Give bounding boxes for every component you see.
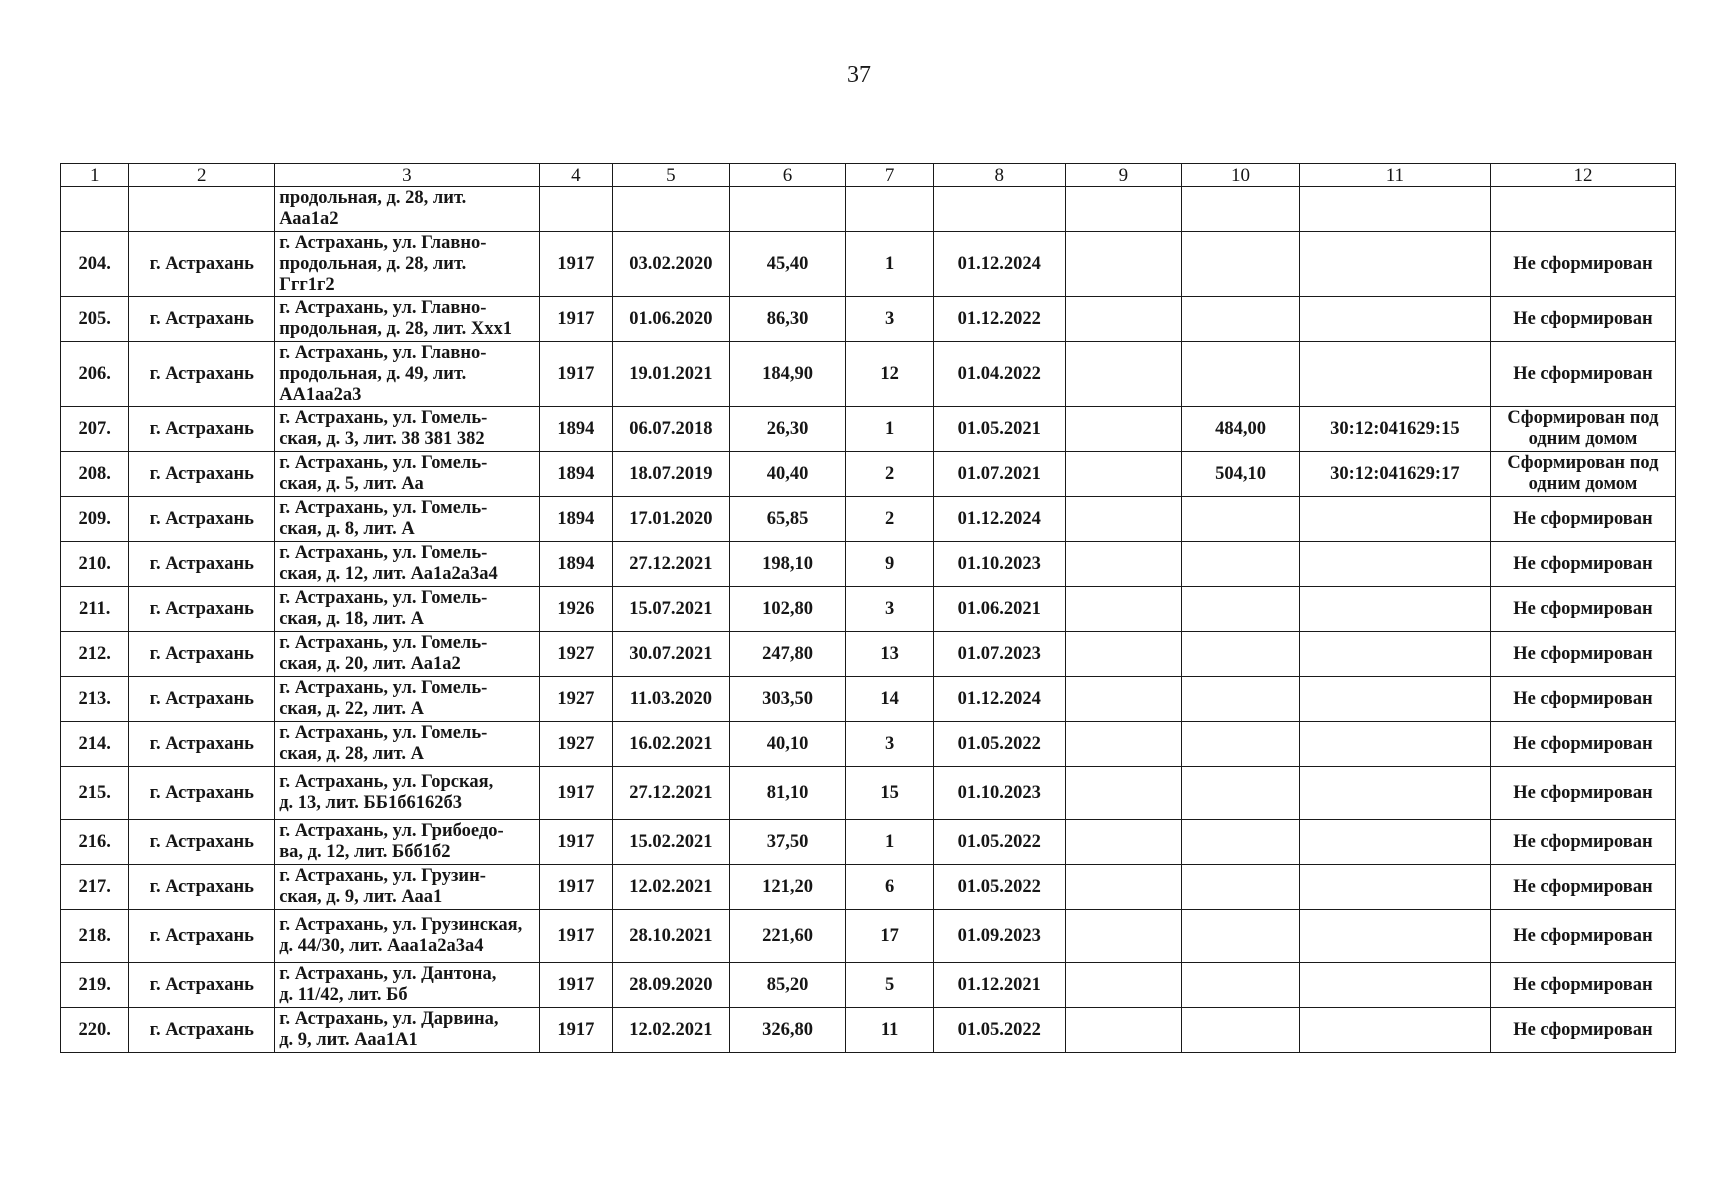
land-area-cell bbox=[1182, 297, 1300, 342]
address-line: г. Астрахань, ул. Гомель- bbox=[279, 543, 488, 563]
area-cell: 65,85 bbox=[729, 497, 846, 542]
area-cell: 86,30 bbox=[729, 297, 846, 342]
area-cell: 37,50 bbox=[729, 820, 846, 865]
resettlement-date-cell: 01.10.2023 bbox=[933, 767, 1065, 820]
cadastral-number-cell bbox=[1299, 187, 1490, 232]
column-9-cell bbox=[1065, 587, 1182, 632]
cadastral-number-cell bbox=[1299, 820, 1490, 865]
build-year-cell: 1917 bbox=[539, 767, 612, 820]
address-line: Ггг1г2 bbox=[279, 274, 335, 295]
resettlement-date-cell: 01.05.2022 bbox=[933, 820, 1065, 865]
resettlement-date-cell: 01.09.2023 bbox=[933, 910, 1065, 963]
area-cell: 221,60 bbox=[729, 910, 846, 963]
area-cell: 102,80 bbox=[729, 587, 846, 632]
recognition-date-cell: 28.09.2020 bbox=[613, 963, 730, 1008]
row-number-cell: 218. bbox=[61, 910, 129, 963]
address-cell bbox=[275, 963, 539, 1008]
table-row bbox=[61, 232, 1676, 297]
column-header: 6 bbox=[729, 164, 846, 187]
area-cell: 40,10 bbox=[729, 722, 846, 767]
build-year-cell: 1917 bbox=[539, 232, 612, 297]
build-year-cell: 1917 bbox=[539, 1008, 612, 1053]
address-line: д. 13, лит. ББ1б6162б3 bbox=[279, 793, 462, 813]
cadastral-number-cell bbox=[1299, 497, 1490, 542]
recognition-date-cell bbox=[613, 187, 730, 232]
land-status-cell: Не сформирован bbox=[1490, 342, 1675, 407]
address-cell bbox=[275, 820, 539, 865]
build-year-cell: 1927 bbox=[539, 632, 612, 677]
housing-registry-table bbox=[60, 163, 1676, 1053]
recognition-date-cell: 17.01.2020 bbox=[613, 497, 730, 542]
address-line: г. Астрахань, ул. Гомель- bbox=[279, 498, 488, 518]
area-cell: 45,40 bbox=[729, 232, 846, 297]
land-area-cell bbox=[1182, 677, 1300, 722]
land-status-cell: Не сформирован bbox=[1490, 910, 1675, 963]
cadastral-number-cell bbox=[1299, 910, 1490, 963]
column-header: 7 bbox=[846, 164, 933, 187]
land-area-cell bbox=[1182, 342, 1300, 407]
residents-count-cell: 1 bbox=[846, 820, 933, 865]
address-line: Ааа1а2 bbox=[279, 209, 339, 229]
build-year-cell: 1894 bbox=[539, 407, 612, 452]
residents-count-cell: 1 bbox=[846, 232, 933, 297]
cadastral-number-cell bbox=[1299, 865, 1490, 910]
city-cell: г. Астрахань bbox=[129, 297, 275, 342]
row-number-cell: 220. bbox=[61, 1008, 129, 1053]
land-status-cell: Не сформирован bbox=[1490, 767, 1675, 820]
column-header: 3 bbox=[275, 164, 539, 187]
land-status-cell: Не сформирован bbox=[1490, 820, 1675, 865]
city-cell: г. Астрахань bbox=[129, 677, 275, 722]
table-row bbox=[61, 767, 1676, 820]
resettlement-date-cell: 01.05.2022 bbox=[933, 1008, 1065, 1053]
address-line: г. Астрахань, ул. Дарвина, bbox=[279, 1009, 499, 1029]
build-year-cell: 1927 bbox=[539, 722, 612, 767]
city-cell: г. Астрахань bbox=[129, 497, 275, 542]
cadastral-number-cell bbox=[1299, 677, 1490, 722]
recognition-date-cell: 27.12.2021 bbox=[613, 542, 730, 587]
land-area-cell bbox=[1182, 910, 1300, 963]
resettlement-date-cell: 01.12.2022 bbox=[933, 297, 1065, 342]
land-area-cell bbox=[1182, 497, 1300, 542]
table-row bbox=[61, 497, 1676, 542]
land-area-cell bbox=[1182, 587, 1300, 632]
residents-count-cell: 3 bbox=[846, 722, 933, 767]
table-row bbox=[61, 865, 1676, 910]
row-number-cell: 211. bbox=[61, 587, 129, 632]
resettlement-date-cell: 01.07.2021 bbox=[933, 452, 1065, 497]
column-9-cell bbox=[1065, 677, 1182, 722]
table-row bbox=[61, 963, 1676, 1008]
land-status-cell: Не сформирован bbox=[1490, 722, 1675, 767]
land-status-cell: Не сформирован bbox=[1490, 542, 1675, 587]
column-header: 5 bbox=[613, 164, 730, 187]
resettlement-date-cell: 01.12.2024 bbox=[933, 497, 1065, 542]
recognition-date-cell: 19.01.2021 bbox=[613, 342, 730, 407]
address-line: г. Астрахань, ул. Гомель- bbox=[279, 723, 488, 743]
area-cell: 198,10 bbox=[729, 542, 846, 587]
build-year-cell: 1894 bbox=[539, 452, 612, 497]
row-number-cell: 210. bbox=[61, 542, 129, 587]
city-cell: г. Астрахань bbox=[129, 587, 275, 632]
city-cell: г. Астрахань bbox=[129, 632, 275, 677]
column-9-cell bbox=[1065, 910, 1182, 963]
row-number-cell: 212. bbox=[61, 632, 129, 677]
column-9-cell bbox=[1065, 297, 1182, 342]
recognition-date-cell: 03.02.2020 bbox=[613, 232, 730, 297]
build-year-cell: 1917 bbox=[539, 865, 612, 910]
cadastral-number-cell: 30:12:041629:17 bbox=[1299, 452, 1490, 497]
build-year-cell: 1926 bbox=[539, 587, 612, 632]
column-9-cell bbox=[1065, 820, 1182, 865]
city-cell: г. Астрахань bbox=[129, 767, 275, 820]
area-cell: 184,90 bbox=[729, 342, 846, 407]
cadastral-number-cell bbox=[1299, 232, 1490, 297]
residents-count-cell: 15 bbox=[846, 767, 933, 820]
column-9-cell bbox=[1065, 542, 1182, 587]
table-row bbox=[61, 542, 1676, 587]
land-status-cell: Сформирован под одним домом bbox=[1490, 452, 1675, 497]
land-status-cell: Не сформирован bbox=[1490, 1008, 1675, 1053]
row-number-cell: 216. bbox=[61, 820, 129, 865]
resettlement-date-cell: 01.12.2021 bbox=[933, 963, 1065, 1008]
address-line: ская, д. 9, лит. Ааа1 bbox=[279, 887, 443, 907]
address-line: г. Астрахань, ул. Главно- bbox=[279, 298, 487, 318]
resettlement-date-cell: 01.06.2021 bbox=[933, 587, 1065, 632]
cadastral-number-cell bbox=[1299, 722, 1490, 767]
address-cell bbox=[275, 187, 539, 232]
table-row bbox=[61, 587, 1676, 632]
land-area-cell bbox=[1182, 232, 1300, 297]
build-year-cell: 1894 bbox=[539, 542, 612, 587]
cadastral-number-cell: 30:12:041629:15 bbox=[1299, 407, 1490, 452]
land-area-cell: 484,00 bbox=[1182, 407, 1300, 452]
area-cell: 121,20 bbox=[729, 865, 846, 910]
column-header: 2 bbox=[129, 164, 275, 187]
recognition-date-cell: 18.07.2019 bbox=[613, 452, 730, 497]
resettlement-date-cell: 01.12.2024 bbox=[933, 677, 1065, 722]
address-line: г. Астрахань, ул. Гомель- bbox=[279, 453, 488, 473]
row-number-cell: 217. bbox=[61, 865, 129, 910]
address-cell bbox=[275, 865, 539, 910]
address-line: г. Астрахань, ул. Дантона, bbox=[279, 964, 497, 984]
table-row bbox=[61, 452, 1676, 497]
city-cell: г. Астрахань bbox=[129, 722, 275, 767]
column-9-cell bbox=[1065, 187, 1182, 232]
column-9-cell bbox=[1065, 232, 1182, 297]
residents-count-cell: 13 bbox=[846, 632, 933, 677]
table-row bbox=[61, 722, 1676, 767]
row-number-cell: 204. bbox=[61, 232, 129, 297]
land-area-cell bbox=[1182, 865, 1300, 910]
land-status-cell: Не сформирован bbox=[1490, 587, 1675, 632]
city-cell: г. Астрахань bbox=[129, 407, 275, 452]
column-number-header-row bbox=[61, 164, 1676, 187]
land-status-cell: Не сформирован bbox=[1490, 497, 1675, 542]
address-line: ва, д. 12, лит. Ббб1б2 bbox=[279, 842, 451, 862]
land-area-cell bbox=[1182, 820, 1300, 865]
column-9-cell bbox=[1065, 497, 1182, 542]
row-number-cell: 208. bbox=[61, 452, 129, 497]
area-cell bbox=[729, 187, 846, 232]
recognition-date-cell: 15.02.2021 bbox=[613, 820, 730, 865]
column-9-cell bbox=[1065, 1008, 1182, 1053]
build-year-cell: 1917 bbox=[539, 963, 612, 1008]
address-cell bbox=[275, 632, 539, 677]
cadastral-number-cell bbox=[1299, 587, 1490, 632]
city-cell: г. Астрахань bbox=[129, 865, 275, 910]
land-area-cell: 504,10 bbox=[1182, 452, 1300, 497]
table-row bbox=[61, 187, 1676, 232]
build-year-cell: 1894 bbox=[539, 497, 612, 542]
city-cell: г. Астрахань bbox=[129, 1008, 275, 1053]
land-area-cell bbox=[1182, 632, 1300, 677]
column-9-cell bbox=[1065, 342, 1182, 407]
address-line: ская, д. 18, лит. А bbox=[279, 609, 424, 629]
column-header: 9 bbox=[1065, 164, 1182, 187]
city-cell: г. Астрахань bbox=[129, 542, 275, 587]
column-9-cell bbox=[1065, 722, 1182, 767]
residents-count-cell: 2 bbox=[846, 497, 933, 542]
address-line: продольная, д. 28, лит. bbox=[279, 253, 467, 274]
residents-count-cell: 1 bbox=[846, 407, 933, 452]
residents-count-cell: 2 bbox=[846, 452, 933, 497]
row-number-cell: 205. bbox=[61, 297, 129, 342]
address-cell bbox=[275, 452, 539, 497]
column-9-cell bbox=[1065, 452, 1182, 497]
recognition-date-cell: 06.07.2018 bbox=[613, 407, 730, 452]
recognition-date-cell: 15.07.2021 bbox=[613, 587, 730, 632]
address-line: ская, д. 12, лит. Аа1а2а3а4 bbox=[279, 564, 498, 584]
residents-count-cell: 17 bbox=[846, 910, 933, 963]
address-line: г. Астрахань, ул. Главно- bbox=[279, 342, 487, 363]
cadastral-number-cell bbox=[1299, 632, 1490, 677]
column-9-cell bbox=[1065, 963, 1182, 1008]
land-status-cell bbox=[1490, 187, 1675, 232]
city-cell: г. Астрахань bbox=[129, 342, 275, 407]
cadastral-number-cell bbox=[1299, 342, 1490, 407]
address-line: г. Астрахань, ул. Гомель- bbox=[279, 633, 488, 653]
address-line: продольная, д. 28, лит. bbox=[279, 188, 467, 208]
column-header: 10 bbox=[1182, 164, 1300, 187]
recognition-date-cell: 27.12.2021 bbox=[613, 767, 730, 820]
address-line: ская, д. 5, лит. Аа bbox=[279, 474, 424, 494]
table-row bbox=[61, 407, 1676, 452]
table-row bbox=[61, 1008, 1676, 1053]
residents-count-cell: 9 bbox=[846, 542, 933, 587]
area-cell: 26,30 bbox=[729, 407, 846, 452]
city-cell: г. Астрахань bbox=[129, 820, 275, 865]
address-line: г. Астрахань, ул. Гомель- bbox=[279, 588, 488, 608]
area-cell: 81,10 bbox=[729, 767, 846, 820]
address-cell bbox=[275, 407, 539, 452]
build-year-cell bbox=[539, 187, 612, 232]
address-line: ская, д. 22, лит. А bbox=[279, 699, 424, 719]
address-line: д. 44/30, лит. Ааа1а2а3а4 bbox=[279, 936, 484, 956]
land-status-cell: Сформирован под одним домом bbox=[1490, 407, 1675, 452]
address-line: д. 9, лит. Ааа1А1 bbox=[279, 1030, 418, 1050]
address-cell bbox=[275, 542, 539, 587]
resettlement-date-cell: 01.07.2023 bbox=[933, 632, 1065, 677]
row-number-cell: 207. bbox=[61, 407, 129, 452]
land-area-cell bbox=[1182, 963, 1300, 1008]
address-line: г. Астрахань, ул. Грузинская, bbox=[279, 915, 523, 935]
row-number-cell bbox=[61, 187, 129, 232]
city-cell: г. Астрахань bbox=[129, 452, 275, 497]
resettlement-date-cell: 01.12.2024 bbox=[933, 232, 1065, 297]
land-status-cell: Не сформирован bbox=[1490, 865, 1675, 910]
address-cell bbox=[275, 1008, 539, 1053]
recognition-date-cell: 11.03.2020 bbox=[613, 677, 730, 722]
address-cell bbox=[275, 342, 539, 407]
address-cell bbox=[275, 910, 539, 963]
build-year-cell: 1927 bbox=[539, 677, 612, 722]
row-number-cell: 206. bbox=[61, 342, 129, 407]
recognition-date-cell: 30.07.2021 bbox=[613, 632, 730, 677]
residents-count-cell: 3 bbox=[846, 587, 933, 632]
table-row bbox=[61, 632, 1676, 677]
address-line: г. Астрахань, ул. Гомель- bbox=[279, 678, 488, 698]
address-line: г. Астрахань, ул. Грибоедо- bbox=[279, 821, 504, 841]
resettlement-date-cell: 01.05.2022 bbox=[933, 865, 1065, 910]
row-number-cell: 215. bbox=[61, 767, 129, 820]
resettlement-date-cell: 01.05.2021 bbox=[933, 407, 1065, 452]
recognition-date-cell: 16.02.2021 bbox=[613, 722, 730, 767]
city-cell: г. Астрахань bbox=[129, 963, 275, 1008]
recognition-date-cell: 12.02.2021 bbox=[613, 1008, 730, 1053]
table-row bbox=[61, 342, 1676, 407]
build-year-cell: 1917 bbox=[539, 910, 612, 963]
row-number-cell: 209. bbox=[61, 497, 129, 542]
area-cell: 247,80 bbox=[729, 632, 846, 677]
resettlement-date-cell bbox=[933, 187, 1065, 232]
build-year-cell: 1917 bbox=[539, 342, 612, 407]
row-number-cell: 213. bbox=[61, 677, 129, 722]
column-header: 8 bbox=[933, 164, 1065, 187]
build-year-cell: 1917 bbox=[539, 820, 612, 865]
area-cell: 85,20 bbox=[729, 963, 846, 1008]
address-line: продольная, д. 49, лит. bbox=[279, 363, 467, 384]
city-cell: г. Астрахань bbox=[129, 910, 275, 963]
column-header: 11 bbox=[1299, 164, 1490, 187]
area-cell: 303,50 bbox=[729, 677, 846, 722]
land-area-cell bbox=[1182, 767, 1300, 820]
column-header: 1 bbox=[61, 164, 129, 187]
land-area-cell bbox=[1182, 187, 1300, 232]
residents-count-cell: 5 bbox=[846, 963, 933, 1008]
land-status-cell: Не сформирован bbox=[1490, 963, 1675, 1008]
address-line: г. Астрахань, ул. Горская, bbox=[279, 772, 494, 792]
table-row bbox=[61, 677, 1676, 722]
address-line: АА1аа2а3 bbox=[279, 384, 362, 405]
cadastral-number-cell bbox=[1299, 1008, 1490, 1053]
area-cell: 40,40 bbox=[729, 452, 846, 497]
table-row bbox=[61, 910, 1676, 963]
residents-count-cell: 12 bbox=[846, 342, 933, 407]
address-line: ская, д. 3, лит. 38 381 382 bbox=[279, 429, 485, 449]
column-9-cell bbox=[1065, 767, 1182, 820]
cadastral-number-cell bbox=[1299, 963, 1490, 1008]
cadastral-number-cell bbox=[1299, 542, 1490, 587]
residents-count-cell: 11 bbox=[846, 1008, 933, 1053]
land-area-cell bbox=[1182, 542, 1300, 587]
residents-count-cell: 14 bbox=[846, 677, 933, 722]
address-line: продольная, д. 28, лит. Ххх1 bbox=[279, 319, 513, 339]
row-number-cell: 219. bbox=[61, 963, 129, 1008]
address-cell bbox=[275, 232, 539, 297]
address-line: ская, д. 8, лит. А bbox=[279, 519, 415, 539]
column-header: 12 bbox=[1490, 164, 1675, 187]
address-line: ская, д. 28, лит. А bbox=[279, 744, 424, 764]
address-line: г. Астрахань, ул. Главно- bbox=[279, 232, 487, 253]
address-cell bbox=[275, 297, 539, 342]
residents-count-cell: 3 bbox=[846, 297, 933, 342]
land-status-cell: Не сформирован bbox=[1490, 232, 1675, 297]
row-number-cell: 214. bbox=[61, 722, 129, 767]
recognition-date-cell: 28.10.2021 bbox=[613, 910, 730, 963]
address-line: д. 11/42, лит. Бб bbox=[279, 985, 408, 1005]
address-cell bbox=[275, 497, 539, 542]
address-cell bbox=[275, 722, 539, 767]
residents-count-cell: 6 bbox=[846, 865, 933, 910]
address-line: ская, д. 20, лит. Аа1а2 bbox=[279, 654, 461, 674]
address-cell bbox=[275, 677, 539, 722]
address-cell bbox=[275, 767, 539, 820]
column-header: 4 bbox=[539, 164, 612, 187]
area-cell: 326,80 bbox=[729, 1008, 846, 1053]
land-area-cell bbox=[1182, 722, 1300, 767]
build-year-cell: 1917 bbox=[539, 297, 612, 342]
column-9-cell bbox=[1065, 865, 1182, 910]
address-line: г. Астрахань, ул. Грузин- bbox=[279, 866, 486, 886]
table-row bbox=[61, 297, 1676, 342]
column-9-cell bbox=[1065, 407, 1182, 452]
cadastral-number-cell bbox=[1299, 767, 1490, 820]
address-cell bbox=[275, 587, 539, 632]
resettlement-date-cell: 01.10.2023 bbox=[933, 542, 1065, 587]
city-cell: г. Астрахань bbox=[129, 232, 275, 297]
column-9-cell bbox=[1065, 632, 1182, 677]
land-status-cell: Не сформирован bbox=[1490, 677, 1675, 722]
recognition-date-cell: 01.06.2020 bbox=[613, 297, 730, 342]
city-cell bbox=[129, 187, 275, 232]
recognition-date-cell: 12.02.2021 bbox=[613, 865, 730, 910]
page-number: 37 bbox=[847, 62, 871, 88]
land-area-cell bbox=[1182, 1008, 1300, 1053]
address-line: г. Астрахань, ул. Гомель- bbox=[279, 408, 488, 428]
resettlement-date-cell: 01.04.2022 bbox=[933, 342, 1065, 407]
land-status-cell: Не сформирован bbox=[1490, 632, 1675, 677]
resettlement-date-cell: 01.05.2022 bbox=[933, 722, 1065, 767]
land-status-cell: Не сформирован bbox=[1490, 297, 1675, 342]
residents-count-cell bbox=[846, 187, 933, 232]
cadastral-number-cell bbox=[1299, 297, 1490, 342]
table-row bbox=[61, 820, 1676, 865]
